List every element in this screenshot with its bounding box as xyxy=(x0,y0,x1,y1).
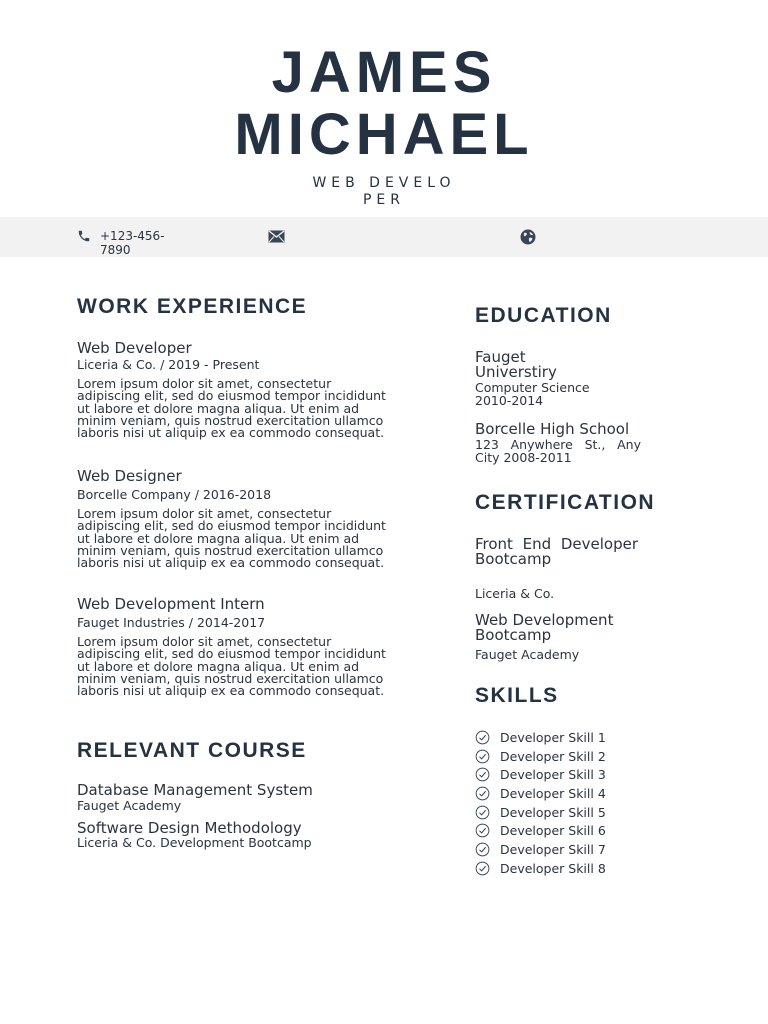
education-school: Borcelle High School xyxy=(475,420,630,438)
skill-label: Developer Skill 4 xyxy=(500,785,606,801)
skill-item xyxy=(475,784,606,803)
job-description: Lorem ipsum dolor sit amet, consectetur adipiscing elit, sed do eiusmod tempor incididunt ut labore et dolore magna aliqua. Ut enim ad minim veniam, quis nostrud exercitation ullamco laboris nisi ut aliquip ex ea commodo consequat. xyxy=(77,376,386,441)
check-circle-icon xyxy=(475,767,490,782)
job-title-line1: WEB DEVELO xyxy=(312,175,456,191)
education-detail: 123 Anywhere St., Any City 2008-2011 xyxy=(475,437,641,465)
check-circle-icon xyxy=(475,805,490,820)
skill-label: Developer Skill 1 xyxy=(500,729,606,745)
relevant-course-heading: RELEVANT COURSE xyxy=(77,739,307,762)
skills-list xyxy=(475,728,606,878)
check-circle-icon xyxy=(475,842,490,857)
name-first: JAMES xyxy=(271,40,497,105)
skill-item xyxy=(475,747,606,766)
job-description: Lorem ipsum dolor sit amet, consectetur adipiscing elit, sed do eiusmod tempor incididunt ut labore et dolore magna aliqua. Ut enim ad minim veniam, quis nostrud exercitation ullamco laboris nisi ut aliquip ex ea commodo consequat. xyxy=(77,506,386,571)
certification-org: Fauget Academy xyxy=(475,647,580,662)
job-company: Borcelle Company / 2016-2018 xyxy=(77,487,272,502)
job-title: Web Development Intern xyxy=(77,595,265,613)
education-school: Fauget Universtiry xyxy=(475,348,557,381)
check-circle-icon xyxy=(475,786,490,801)
job-description: Lorem ipsum dolor sit amet, consectetur adipiscing elit, sed do eiusmod tempor incididunt ut labore et dolore magna aliqua. Ut enim ad minim veniam, quis nostrud exercitation ullamco laboris nisi ut aliquip ex ea commodo consequat. xyxy=(77,634,386,699)
job-title: Web Developer xyxy=(77,339,192,357)
work-experience-heading: WORK EXPERIENCE xyxy=(77,295,308,318)
name-last: MICHAEL xyxy=(234,102,534,167)
globe-icon[interactable] xyxy=(520,229,536,245)
skill-item xyxy=(475,765,606,784)
skill-item xyxy=(475,859,606,878)
check-circle-icon xyxy=(475,749,490,764)
certification-name: Web Development Bootcamp xyxy=(475,611,614,644)
skill-label: Developer Skill 6 xyxy=(500,823,606,839)
skill-label: Developer Skill 7 xyxy=(500,841,606,857)
job-title: Web Designer xyxy=(77,467,182,485)
skill-label: Developer Skill 5 xyxy=(500,804,606,820)
skill-item xyxy=(475,821,606,840)
job-company: Fauget Industries / 2014-2017 xyxy=(77,615,266,630)
course-org: Liceria & Co. Development Bootcamp xyxy=(77,835,312,850)
job-company: Liceria & Co. / 2019 - Present xyxy=(77,357,260,372)
check-circle-icon xyxy=(475,823,490,838)
education-detail: Computer Science 2010-2014 xyxy=(475,380,590,408)
check-circle-icon xyxy=(475,861,490,876)
skill-label: Developer Skill 8 xyxy=(500,860,606,876)
phone-number-line1[interactable]: +123-456- xyxy=(100,229,165,243)
skill-item xyxy=(475,840,606,859)
skills-heading: SKILLS xyxy=(475,684,559,707)
certification-heading: CERTIFICATION xyxy=(475,491,656,514)
job-title-line2: PER xyxy=(362,192,405,208)
phone-number-line2[interactable]: 7890 xyxy=(100,243,131,257)
phone-icon xyxy=(77,229,91,243)
certification-org: Liceria & Co. xyxy=(475,586,555,601)
check-circle-icon xyxy=(475,730,490,745)
envelope-icon[interactable] xyxy=(268,230,285,243)
course-org: Fauget Academy xyxy=(77,798,182,813)
skill-item xyxy=(475,728,606,747)
skill-label: Developer Skill 2 xyxy=(500,748,606,764)
certification-name: Front End Developer Bootcamp xyxy=(475,535,638,568)
education-heading: EDUCATION xyxy=(475,304,612,327)
course-title: Software Design Methodology xyxy=(77,819,302,837)
skill-label: Developer Skill 3 xyxy=(500,767,606,783)
course-title: Database Management System xyxy=(77,781,313,799)
skill-item xyxy=(475,803,606,822)
